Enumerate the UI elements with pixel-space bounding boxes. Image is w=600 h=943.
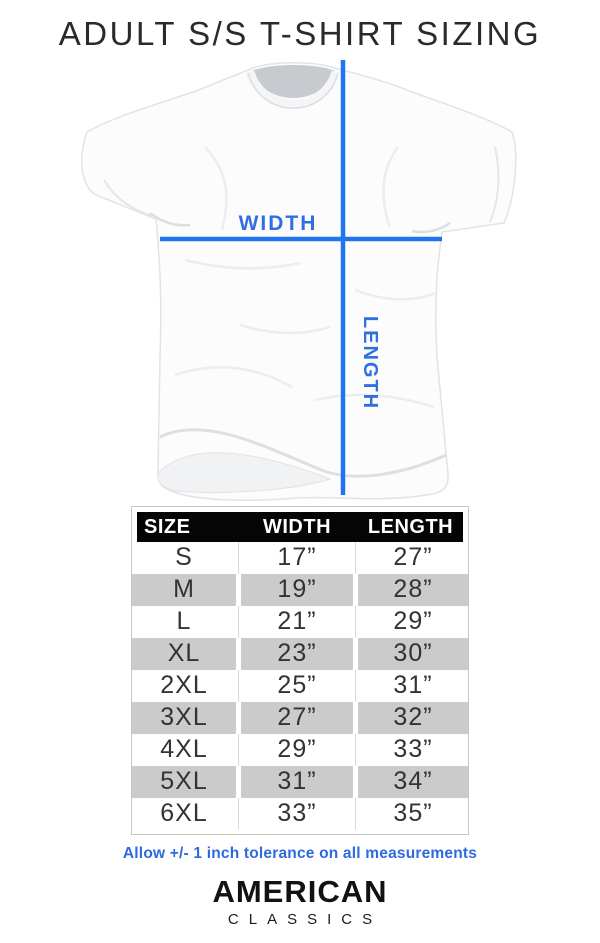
table-row-2xl — [132, 670, 468, 702]
cell-length: 27” — [358, 542, 468, 574]
cell-width: 25” — [241, 670, 353, 702]
cell-length: 31” — [358, 670, 468, 702]
cell-width: 33” — [241, 798, 353, 830]
cell-size: 5XL — [132, 766, 236, 798]
length-label: LENGTH — [359, 315, 381, 411]
cell-size: 4XL — [132, 734, 236, 766]
tshirt-figure — [0, 55, 600, 503]
cell-width: 19” — [241, 574, 353, 606]
cell-size: M — [132, 574, 236, 606]
cell-width: 27” — [241, 702, 353, 734]
brand-logo — [0, 876, 600, 928]
cell-size: 2XL — [132, 670, 236, 702]
cell-length: 30” — [358, 638, 468, 670]
tolerance-note: Allow +/- 1 inch tolerance on all measurements — [122, 845, 478, 862]
cell-width: 21” — [241, 606, 353, 638]
header-cell-size: SIZE — [137, 512, 236, 542]
cell-size: 3XL — [132, 702, 236, 734]
size-table — [131, 506, 469, 835]
cell-size: S — [132, 542, 236, 574]
brand-name: AMERICAN — [212, 874, 388, 909]
header-cell-length: LENGTH — [358, 512, 463, 542]
cell-width: 31” — [241, 766, 353, 798]
cell-length: 33” — [358, 734, 468, 766]
table-row-m — [132, 574, 468, 606]
cell-length: 28” — [358, 574, 468, 606]
cell-size: 6XL — [132, 798, 236, 830]
cell-width: 17” — [241, 542, 353, 574]
table-row-xl — [132, 638, 468, 670]
tshirt-illustration — [0, 55, 600, 503]
page-title: ADULT S/S T-SHIRT SIZING — [58, 15, 542, 52]
table-row-4xl — [132, 734, 468, 766]
cell-size: XL — [132, 638, 236, 670]
brand-subname: CLASSICS — [227, 910, 383, 928]
width-label: WIDTH — [238, 212, 318, 235]
cell-size: L — [132, 606, 236, 638]
header-cell-width: WIDTH — [241, 512, 353, 542]
table-row-5xl — [132, 766, 468, 798]
cell-length: 35” — [358, 798, 468, 830]
cell-length: 32” — [358, 702, 468, 734]
cell-length: 34” — [358, 766, 468, 798]
cell-width: 23” — [241, 638, 353, 670]
cell-length: 29” — [358, 606, 468, 638]
table-row-s — [132, 542, 468, 574]
table-row-6xl — [132, 798, 468, 830]
size-table-header — [137, 512, 463, 542]
table-row-3xl — [132, 702, 468, 734]
cell-width: 29” — [241, 734, 353, 766]
tshirt-body-shape — [82, 63, 516, 500]
table-row-l — [132, 606, 468, 638]
